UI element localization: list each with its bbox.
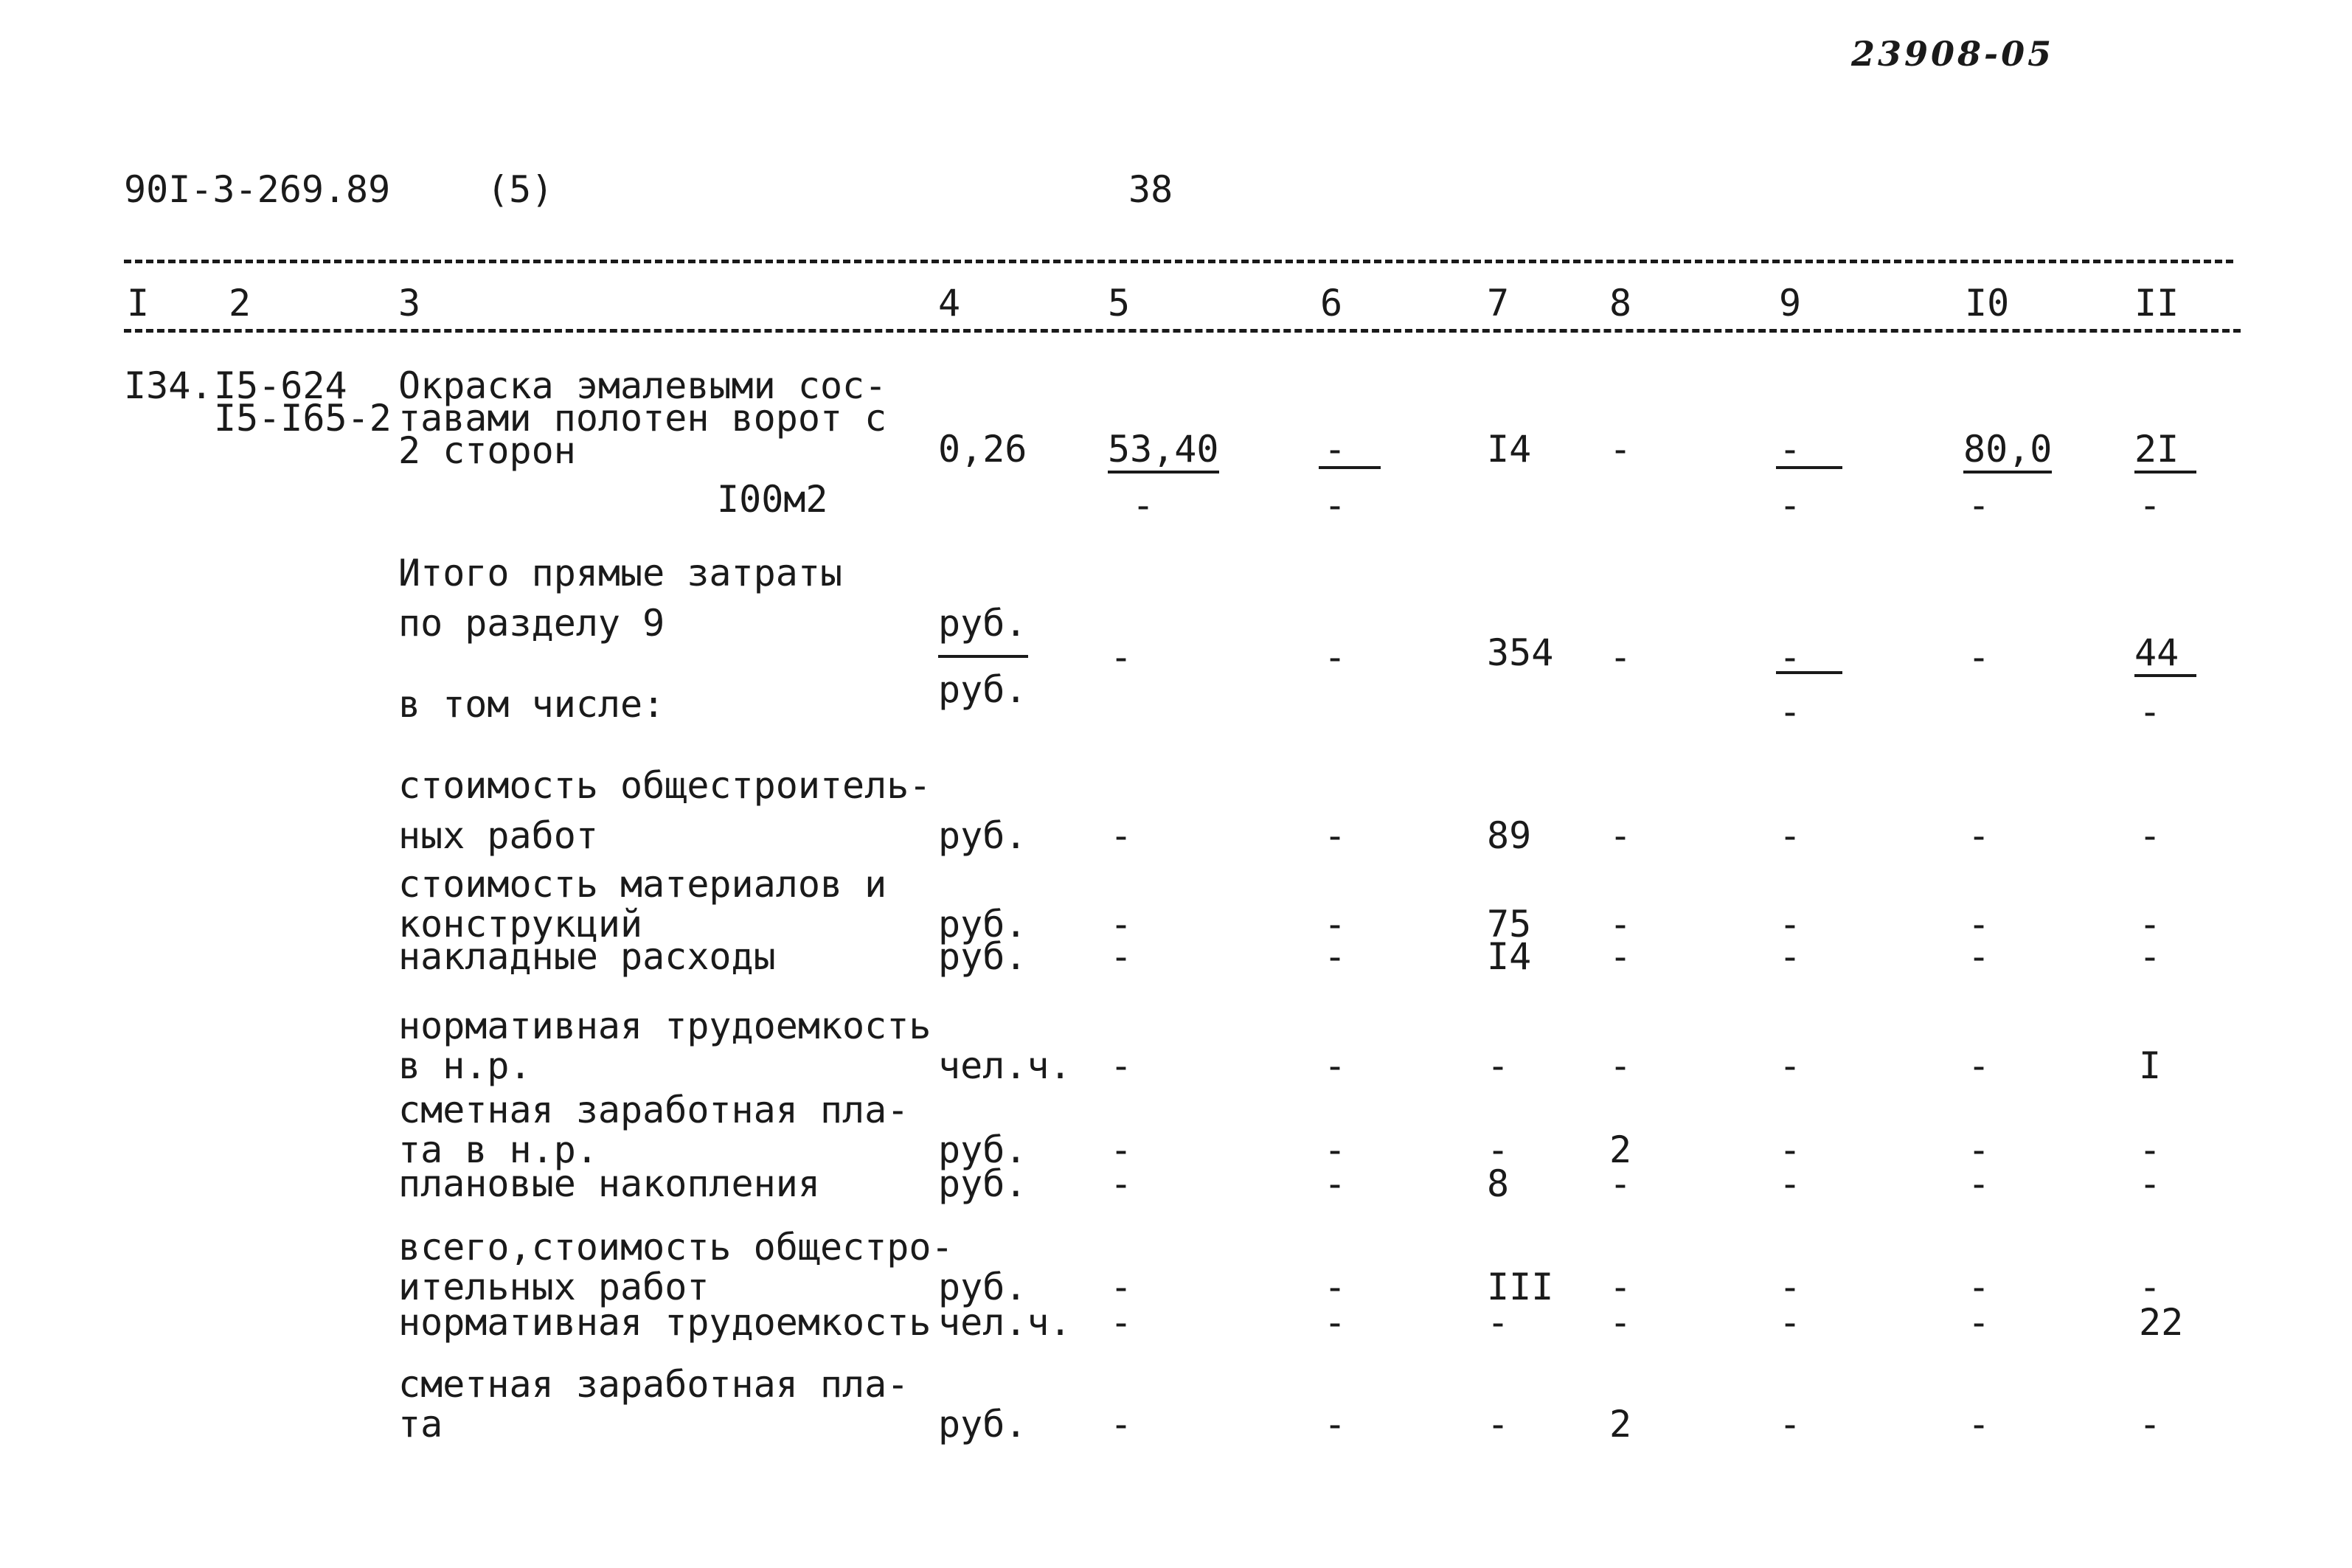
row-4-col8: -: [1609, 1044, 1632, 1087]
row-9-col5: -: [1110, 1403, 1133, 1446]
row-9-unit: руб.: [938, 1403, 1027, 1446]
row-1-label-line-2: ных работ: [398, 814, 598, 857]
row-2-col10: -: [1968, 903, 1991, 946]
entry-col10: 80,0: [1963, 431, 2052, 473]
row-5-col8: 2: [1609, 1128, 1632, 1171]
row-4-col10: -: [1968, 1044, 1991, 1087]
document-code: 90I-3-269.89: [124, 168, 391, 211]
entry-description-line-3: 2 сторон: [398, 429, 576, 472]
entry-col9-sub: -: [1779, 484, 1802, 527]
page-number: 38: [1128, 168, 1173, 211]
row-1-col5: -: [1110, 814, 1133, 857]
row-7-col6: -: [1324, 1266, 1347, 1308]
row-3-col6: -: [1324, 935, 1347, 978]
row-5-unit: руб.: [938, 1128, 1027, 1171]
entry-col8: -: [1609, 428, 1632, 471]
column-header-10: I0: [1965, 282, 2010, 325]
row-8-label-line-1: нормативная трудоемкость: [398, 1301, 932, 1344]
totals-col7: 354: [1487, 631, 1554, 674]
row-3-label-line-1: накладные расходы: [398, 935, 776, 978]
row-5-label-line-1: сметная заработная пла-: [398, 1089, 909, 1131]
row-9-label-line-1: сметная заработная пла-: [398, 1363, 909, 1406]
row-7-col7: III: [1487, 1266, 1554, 1308]
row-3-col9: -: [1779, 935, 1802, 978]
row-1-col6: -: [1324, 814, 1347, 857]
column-header-1: I: [127, 282, 150, 325]
row-1-label-line-1: стоимость общестроитель-: [398, 764, 932, 807]
row-4-col6: -: [1324, 1044, 1347, 1087]
entry-col11-sub: -: [2139, 484, 2162, 527]
row-1-col10: -: [1968, 814, 1991, 857]
totals-col11: 44: [2134, 634, 2196, 677]
row-2-col5: -: [1110, 903, 1133, 946]
entry-unit: I00м2: [717, 478, 828, 521]
row-4-col7: -: [1487, 1044, 1510, 1087]
entry-quantity: 0,26: [938, 428, 1027, 471]
column-header-4: 4: [938, 282, 961, 325]
totals-col9-sub: -: [1779, 690, 1802, 733]
row-7-col9: -: [1779, 1266, 1802, 1308]
row-5-col6: -: [1324, 1128, 1347, 1171]
row-7-col5: -: [1110, 1266, 1133, 1308]
totals-label-line-2: по разделу 9: [398, 602, 665, 645]
row-4-col5: -: [1110, 1044, 1133, 1087]
row-9-col7: -: [1487, 1403, 1510, 1446]
row-1-col11: -: [2139, 814, 2162, 857]
row-1-col7: 89: [1487, 814, 1532, 857]
row-4-col11: I: [2139, 1044, 2162, 1087]
row-2-col6: -: [1324, 903, 1347, 946]
totals-unit-top: руб.: [938, 602, 1027, 645]
row-8-unit: чел.ч.: [938, 1301, 1072, 1344]
row-5-col5: -: [1110, 1128, 1133, 1171]
row-3-col7: I4: [1487, 935, 1532, 978]
row-2-col9: -: [1779, 903, 1802, 946]
row-7-label-line-2: ительных работ: [398, 1266, 710, 1308]
row-1-unit: руб.: [938, 814, 1027, 857]
column-header-3: 3: [398, 282, 421, 325]
totals-col11-sub: -: [2139, 690, 2162, 733]
row-6-col9: -: [1779, 1162, 1802, 1205]
row-6-unit: руб.: [938, 1162, 1027, 1205]
archive-stamp-number: 23908-05: [1851, 34, 2055, 74]
row-5-col9: -: [1779, 1128, 1802, 1171]
row-4-label-line-1: нормативная трудоемкость: [398, 1005, 932, 1047]
row-8-col7: -: [1487, 1301, 1510, 1344]
row-6-col6: -: [1324, 1162, 1347, 1205]
totals-col9: -: [1779, 636, 1802, 679]
row-6-col8: -: [1609, 1162, 1632, 1205]
column-header-8: 8: [1609, 282, 1632, 325]
row-5-col11: -: [2139, 1128, 2162, 1171]
row-6-col11: -: [2139, 1162, 2162, 1205]
row-2-label-line-1: стоимость материалов и: [398, 863, 887, 906]
entry-col5: 53,40: [1108, 431, 1219, 473]
column-header-7: 7: [1487, 282, 1510, 325]
row-3-col8: -: [1609, 935, 1632, 978]
row-4-unit: чел.ч.: [938, 1044, 1072, 1087]
entry-code-2: I5-I65-2: [214, 397, 392, 440]
entry-col5-sub: -: [1132, 484, 1155, 527]
row-2-unit: руб.: [938, 903, 1027, 946]
row-7-col10: -: [1968, 1266, 1991, 1308]
entry-description-line-2: тавами полотен ворот с: [398, 397, 887, 440]
column-header-9: 9: [1779, 282, 1802, 325]
row-3-col10: -: [1968, 935, 1991, 978]
column-header-11: II: [2134, 282, 2179, 325]
totals-incl-label: в том числе:: [398, 683, 665, 726]
row-1-col8: -: [1609, 814, 1632, 857]
column-header-6: 6: [1320, 282, 1343, 325]
row-9-col10: -: [1968, 1403, 1991, 1446]
row-3-col11: -: [2139, 935, 2162, 978]
row-8-col6: -: [1324, 1301, 1347, 1344]
column-header-2: 2: [229, 282, 251, 325]
row-5-col7: -: [1487, 1128, 1510, 1171]
row-2-label-line-2: конструкций: [398, 903, 643, 946]
totals-label-line-1: Итого прямые затраты: [398, 552, 843, 594]
header-bottom-rule: [124, 329, 2241, 333]
row-6-col7: 8: [1487, 1162, 1510, 1205]
totals-col5: -: [1110, 636, 1133, 679]
row-2-col11: -: [2139, 903, 2162, 946]
column-header-5: 5: [1108, 282, 1131, 325]
row-5-label-line-2: та в н.р.: [398, 1128, 598, 1171]
row-7-col8: -: [1609, 1266, 1632, 1308]
row-5-col10: -: [1968, 1128, 1991, 1171]
row-8-col9: -: [1779, 1301, 1802, 1344]
row-6-col5: -: [1110, 1162, 1133, 1205]
row-4-col9: -: [1779, 1044, 1802, 1087]
row-3-unit: руб.: [938, 935, 1027, 978]
row-9-col8: 2: [1609, 1403, 1632, 1446]
row-3-col5: -: [1110, 935, 1133, 978]
entry-col6-sub: -: [1324, 484, 1347, 527]
row-8-col11: 22: [2139, 1301, 2184, 1344]
row-2-col8: -: [1609, 903, 1632, 946]
totals-col6: -: [1324, 636, 1347, 679]
row-1-col9: -: [1779, 814, 1802, 857]
row-9-col11: -: [2139, 1403, 2162, 1446]
row-7-unit: руб.: [938, 1266, 1027, 1308]
row-4-label-line-2: в н.р.: [398, 1044, 532, 1087]
header-top-rule: [124, 260, 2233, 263]
entry-description-line-1: Окраска эмалевыми сос-: [398, 364, 887, 407]
totals-col10: -: [1968, 636, 1991, 679]
row-7-col11: -: [2139, 1266, 2162, 1308]
row-9-col9: -: [1779, 1403, 1802, 1446]
row-7-label-line-1: всего,стоимость общестро-: [398, 1226, 954, 1269]
totals-col8: -: [1609, 636, 1632, 679]
entry-number: I34.: [124, 364, 213, 407]
entry-col9: -: [1779, 428, 1802, 471]
entry-col7: I4: [1487, 428, 1532, 471]
row-2-col7: 75: [1487, 903, 1532, 946]
entry-col11: 2I: [2134, 431, 2196, 473]
totals-unit-fraction-bar: [938, 655, 1028, 658]
sheet-number: (5): [487, 168, 554, 211]
row-9-col6: -: [1324, 1403, 1347, 1446]
row-8-col10: -: [1968, 1301, 1991, 1344]
entry-col10-sub: -: [1968, 484, 1991, 527]
entry-col6: -: [1324, 428, 1347, 471]
row-6-col10: -: [1968, 1162, 1991, 1205]
row-8-col8: -: [1609, 1301, 1632, 1344]
row-8-col5: -: [1110, 1301, 1133, 1344]
totals-unit-bottom: руб.: [938, 668, 1027, 711]
entry-code-1: I5-624: [214, 364, 347, 407]
row-6-label-line-1: плановые накопления: [398, 1162, 820, 1205]
row-9-label-line-2: та: [398, 1403, 443, 1446]
